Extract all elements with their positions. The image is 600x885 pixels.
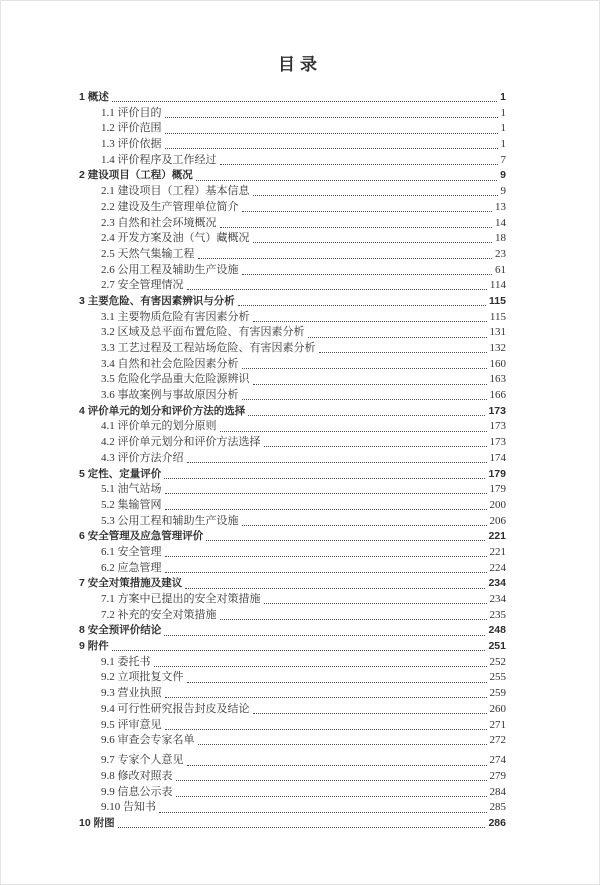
toc-entry-page: 286 (488, 817, 506, 830)
toc-entry-label: 4.1 评价单元的划分原则 (101, 420, 217, 433)
toc-entry-page: 1 (500, 138, 506, 151)
toc-entry-label: 2 建设项目（工程）概况 (79, 169, 193, 182)
toc-entry (79, 106, 506, 122)
toc-entry-label: 2.4 开发方案及油（气）藏概况 (101, 232, 250, 245)
dot-leader (220, 619, 487, 620)
toc-entry-label: 9.2 立项批复文件 (101, 671, 184, 684)
toc-entry-page: 7 (500, 153, 506, 166)
toc-entry-page: 224 (489, 561, 506, 574)
toc-entry (79, 785, 506, 801)
toc-entry-label: 3.3 工艺过程及工程站场危险、有害因素分析 (101, 342, 316, 354)
toc-entry (79, 800, 506, 816)
dot-leader (176, 780, 487, 781)
toc-entry-page: 61 (495, 263, 506, 276)
dot-leader (165, 556, 487, 557)
toc-list (79, 90, 506, 832)
toc-entry-label: 2.2 建设及生产管理单位简介 (101, 200, 239, 213)
toc-entry-label: 9.8 修改对照表 (101, 770, 173, 783)
toc-entry-label: 7 安全对策措施及建议 (79, 577, 183, 590)
dot-leader (220, 227, 493, 228)
dot-leader (165, 493, 487, 494)
toc-entry-label: 4.3 评价方法介绍 (101, 451, 184, 464)
toc-entry-page: 9 (500, 169, 506, 182)
toc-entry (79, 404, 506, 420)
toc-entry-page: 221 (489, 545, 506, 558)
toc-entry-label: 9.5 评审意见 (101, 718, 162, 731)
toc-entry-label: 1.2 评价范围 (101, 122, 162, 135)
dot-leader (253, 321, 487, 322)
toc-entry-page: 234 (488, 577, 506, 590)
toc-entry (79, 769, 506, 785)
toc-entry-page: 115 (489, 294, 506, 307)
dot-leader (253, 713, 487, 714)
toc-entry-page: 174 (489, 451, 506, 464)
toc-entry (79, 498, 506, 514)
toc-entry-page: 163 (489, 373, 506, 386)
dot-leader (238, 305, 486, 306)
dot-leader (112, 650, 486, 651)
dot-leader (264, 603, 487, 604)
dot-leader (165, 729, 487, 730)
toc-entry-label: 5.1 油气站场 (101, 483, 162, 496)
toc-entry-label: 2.7 安全管理情况 (101, 279, 184, 292)
toc-entry-label: 5.2 集输管网 (101, 498, 162, 511)
toc-entry-page: 13 (495, 200, 506, 213)
toc-entry-label: 1 概述 (79, 91, 109, 103)
dot-leader (196, 180, 497, 181)
toc-entry-page: 160 (489, 357, 506, 370)
toc-entry (79, 216, 506, 232)
toc-entry-page: 115 (489, 310, 506, 323)
dot-leader (165, 133, 498, 134)
toc-entry-page: 274 (489, 754, 506, 767)
dot-leader (185, 588, 485, 589)
dot-leader (176, 796, 487, 797)
toc-entry (79, 184, 506, 200)
page-title: 目录 (278, 55, 322, 74)
dot-leader (242, 211, 493, 212)
toc-entry (79, 137, 506, 153)
dot-leader (118, 827, 486, 828)
toc-entry-page: 271 (489, 718, 506, 731)
toc-entry-label: 2.3 自然和社会环境概况 (101, 216, 217, 229)
dot-leader (242, 525, 487, 526)
toc-entry (79, 467, 506, 483)
toc-entry-page: 179 (489, 483, 506, 496)
toc-entry-page: 166 (489, 389, 506, 402)
dot-leader (187, 682, 487, 683)
dot-leader (308, 337, 487, 338)
toc-entry (79, 310, 506, 326)
dot-leader (253, 242, 493, 243)
toc-entry-page: 260 (489, 702, 506, 715)
toc-entry-label: 9.4 可行性研究报告封皮及结论 (101, 702, 250, 715)
toc-entry-label: 3.2 区域及总平面布置危险、有害因素分析 (101, 326, 305, 339)
toc-entry-label: 7.2 补充的安全对策措施 (101, 608, 217, 621)
toc-entry-label: 6 安全管理及应急管理评价 (79, 530, 204, 543)
toc-entry-page: 1 (500, 122, 506, 135)
toc-entry-label: 6.1 安全管理 (101, 545, 162, 558)
toc-entry (79, 435, 506, 451)
toc-entry-label: 7.1 方案中已提出的安全对策措施 (101, 593, 261, 605)
toc-entry (79, 529, 506, 545)
toc-entry-label: 2.5 天然气集输工程 (101, 247, 195, 260)
dot-leader (165, 509, 487, 510)
toc-entry-page: 1 (500, 91, 506, 103)
toc-entry (79, 357, 506, 373)
toc-entry-page: 200 (489, 498, 506, 511)
toc-entry-page: 23 (495, 247, 506, 260)
toc-entry-page: 259 (489, 687, 506, 700)
toc-entry (79, 372, 506, 388)
toc-entry-label: 2.1 建设项目（工程）基本信息 (101, 185, 250, 198)
toc-entry-label: 3.4 自然和社会危险因素分析 (101, 357, 239, 370)
toc-entry (79, 608, 506, 624)
toc-entry-label: 9 附件 (79, 640, 109, 653)
toc-entry-page: 272 (489, 734, 506, 747)
dot-leader (165, 572, 487, 573)
dot-leader (253, 195, 498, 196)
dot-leader (248, 415, 485, 416)
toc-entry (79, 816, 506, 832)
toc-entry-label: 9.7 专家个人意见 (101, 754, 184, 767)
toc-entry (79, 576, 506, 592)
dot-leader (253, 384, 487, 385)
toc-entry (79, 623, 506, 639)
toc-entry-page: 206 (489, 514, 506, 527)
toc-entry (79, 168, 506, 184)
toc-entry-page: 173 (489, 436, 506, 449)
toc-entry (79, 753, 506, 769)
toc-entry-label: 3.1 主要物质危险有害因素分析 (101, 310, 250, 323)
toc-entry-page: 9 (500, 185, 506, 198)
toc-entry-page: 114 (489, 279, 506, 292)
toc-entry (79, 639, 506, 655)
toc-entry (79, 388, 506, 404)
toc-entry (79, 733, 506, 749)
toc-entry (79, 325, 506, 341)
toc-entry (79, 592, 506, 608)
toc-entry (79, 545, 506, 561)
dot-leader (242, 399, 487, 400)
dot-leader (220, 431, 487, 432)
toc-entry-label: 3.6 事故案例与事故原因分析 (101, 389, 239, 402)
toc-entry-label: 10 附图 (79, 817, 115, 830)
toc-entry-page: 255 (489, 671, 506, 684)
toc-entry-page: 284 (489, 785, 506, 798)
dot-leader (154, 666, 487, 667)
toc-entry-label: 9.9 信息公示表 (101, 785, 173, 798)
dot-leader (198, 744, 487, 745)
toc-entry (79, 561, 506, 577)
toc-entry (79, 655, 506, 671)
toc-entry-page: 173 (489, 420, 506, 433)
dot-leader (264, 446, 487, 447)
toc-entry-label: 8 安全预评价结论 (79, 624, 162, 637)
dot-leader (159, 812, 487, 813)
dot-leader (206, 540, 485, 541)
dot-leader (187, 765, 487, 766)
toc-entry-label: 5.3 公用工程和辅助生产设施 (101, 514, 239, 527)
dot-leader (164, 478, 485, 479)
toc-entry (79, 514, 506, 530)
toc-entry-page: 279 (489, 770, 506, 783)
toc-entry (79, 670, 506, 686)
toc-entry-page: 173 (488, 404, 506, 417)
toc-entry (79, 702, 506, 718)
toc-entry (79, 263, 506, 279)
toc-entry-page: 285 (489, 801, 506, 814)
toc-entry-page: 14 (495, 216, 506, 229)
dot-leader (198, 258, 493, 259)
toc-entry-label: 1.1 评价目的 (101, 106, 162, 119)
dot-leader (319, 352, 487, 353)
dot-leader (187, 462, 487, 463)
toc-entry-label: 9.6 审查会专家名单 (101, 734, 195, 747)
toc-entry-label: 9.1 委托书 (101, 655, 151, 668)
toc-entry (79, 294, 506, 310)
dot-leader (220, 164, 498, 165)
dot-leader (165, 697, 487, 698)
toc-entry (79, 451, 506, 467)
dot-leader (164, 635, 485, 636)
toc-entry-label: 9.3 营业执照 (101, 687, 162, 700)
toc-entry-page: 1 (500, 106, 506, 119)
toc-entry (79, 200, 506, 216)
toc-entry-label: 3.5 危险化学品重大危险源辨识 (101, 373, 250, 386)
dot-leader (242, 368, 487, 369)
toc-entry-page: 179 (488, 467, 506, 480)
toc-entry (79, 341, 506, 357)
toc-entry-label: 1.4 评价程序及工作经过 (101, 153, 217, 166)
dot-leader (187, 289, 487, 290)
toc-entry (79, 482, 506, 498)
toc-entry (79, 90, 506, 106)
toc-entry (79, 153, 506, 169)
dot-leader (165, 148, 498, 149)
toc-entry-label: 9.10 告知书 (101, 801, 156, 814)
toc-entry (79, 121, 506, 137)
dot-leader (112, 101, 497, 102)
toc-entry (79, 718, 506, 734)
toc-entry (79, 686, 506, 702)
toc-entry (79, 231, 506, 247)
toc-entry-page: 235 (489, 608, 506, 621)
toc-entry-page: 251 (488, 640, 506, 653)
toc-entry (79, 419, 506, 435)
dot-leader (242, 274, 493, 275)
toc-entry-label: 4.2 评价单元划分和评价方法选择 (101, 436, 261, 449)
toc-entry-page: 252 (489, 655, 506, 668)
toc-entry-page: 131 (489, 326, 506, 339)
toc-entry-page: 248 (488, 624, 506, 637)
toc-entry-page: 221 (488, 530, 506, 543)
dot-leader (165, 117, 498, 118)
toc-entry-label: 1.3 评价依据 (101, 138, 162, 151)
toc-entry-page: 18 (495, 232, 506, 245)
toc-entry-label: 4 评价单元的划分和评价方法的选择 (79, 404, 246, 417)
toc-entry-label: 6.2 应急管理 (101, 561, 162, 574)
toc-entry-page: 234 (489, 593, 506, 605)
toc-entry (79, 247, 506, 263)
toc-entry-label: 2.6 公用工程及辅助生产设施 (101, 263, 239, 276)
toc-entry-label: 5 定性、定量评价 (79, 467, 162, 480)
toc-entry (79, 278, 506, 294)
toc-entry-label: 3 主要危险、有害因素辨识与分析 (79, 294, 235, 307)
toc-entry-page: 132 (489, 342, 506, 354)
